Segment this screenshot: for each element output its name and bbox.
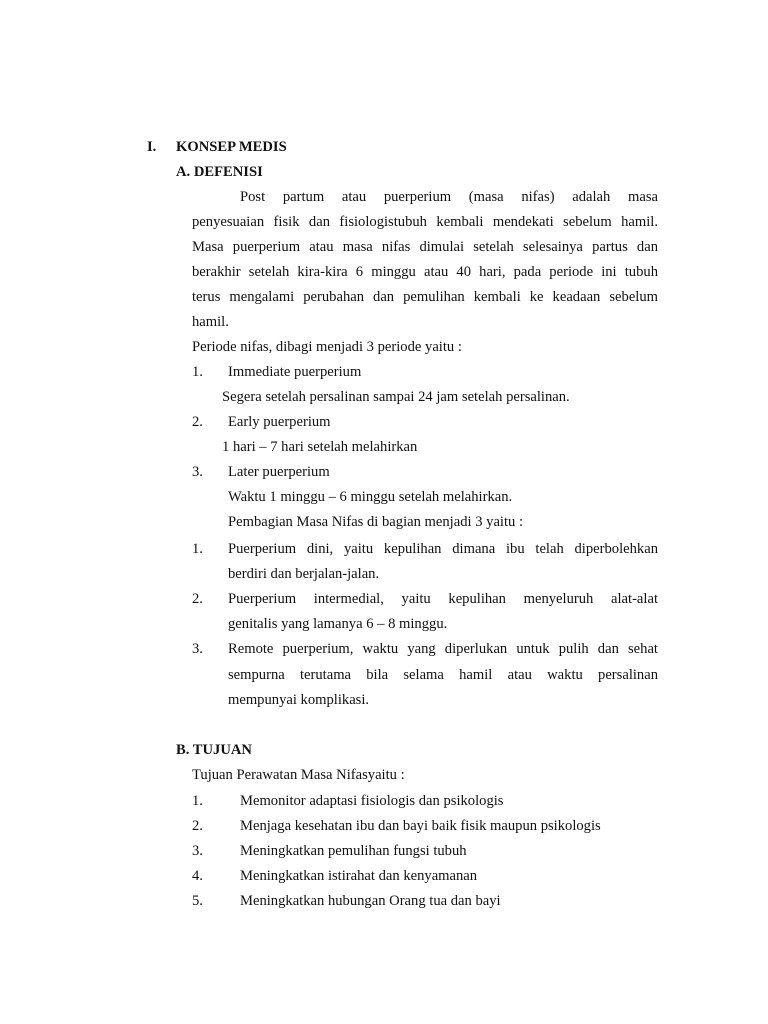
pembagian-line: sempurna terutama bila selama hamil atau waktu persalinan (228, 667, 658, 683)
pembagian-number: 3. (192, 641, 203, 657)
pembagian-line: genitalis yang lamanya 6 – 8 minggu. (228, 616, 448, 632)
para-line: terus mengalami perubahan dan pemulihan kembali ke keadaan sebelum (192, 289, 658, 305)
para-line: penyesuaian fisik dan fisiologistubuh kembali mendekati sebelum hamil. (192, 214, 658, 230)
tujuan-item: Meningkatkan pemulihan fungsi tubuh (240, 843, 467, 859)
para-line: berakhir setelah kira-kira 6 minggu atau 40 hari, pada periode ini tubuh (192, 264, 658, 280)
tujuan-number: 5. (192, 893, 203, 909)
tujuan-item: Memonitor adaptasi fisiologis dan psikologis (240, 793, 504, 809)
subsection-a-heading: A. DEFENISI (176, 164, 263, 180)
tujuan-item: Menjaga kesehatan ibu dan bayi baik fisik maupun psikologis (240, 818, 601, 834)
pembagian-line: Puerperium dini, yaitu kepulihan dimana ibu telah diperbolehkan (228, 541, 658, 557)
period-number: 2. (192, 414, 203, 430)
para-line: hamil. (192, 314, 229, 330)
para-line: Masa puerperium atau masa nifas dimulai setelah selesainya partus dan (192, 239, 658, 255)
pembagian-line: berdiri dan berjalan-jalan. (228, 566, 380, 582)
section-numeral: I. (147, 139, 157, 155)
pembagian-number: 1. (192, 541, 203, 557)
subsection-b-heading: B. TUJUAN (176, 742, 252, 758)
section-title: KONSEP MEDIS (176, 139, 287, 155)
tujuan-number: 3. (192, 843, 203, 859)
period-desc: 1 hari – 7 hari setelah melahirkan (222, 439, 418, 455)
tujuan-number: 4. (192, 868, 203, 884)
period-number: 3. (192, 464, 203, 480)
pembagian-intro: Pembagian Masa Nifas di bagian menjadi 3 yaitu : (228, 514, 524, 530)
pembagian-line: mempunyai komplikasi. (228, 692, 370, 708)
tujuan-item: Meningkatkan hubungan Orang tua dan bayi (240, 893, 501, 909)
pembagian-line: Puerperium intermedial, yaitu kepulihan menyeluruh alat-alat (228, 591, 658, 607)
period-title: Later puerperium (228, 464, 330, 480)
period-title: Early puerperium (228, 414, 331, 430)
period-number: 1. (192, 364, 203, 380)
periode-intro: Periode nifas, dibagi menjadi 3 periode yaitu : (192, 339, 462, 355)
pembagian-number: 2. (192, 591, 203, 607)
period-desc: Segera setelah persalinan sampai 24 jam setelah persalinan. (222, 389, 570, 405)
tujuan-number: 2. (192, 818, 203, 834)
tujuan-item: Meningkatkan istirahat dan kenyamanan (240, 868, 478, 884)
period-desc: Waktu 1 minggu – 6 minggu setelah melahirkan. (228, 489, 513, 505)
tujuan-number: 1. (192, 793, 203, 809)
tujuan-intro: Tujuan Perawatan Masa Nifasyaitu : (192, 767, 405, 783)
pembagian-line: Remote puerperium, waktu yang diperlukan untuk pulih dan sehat (228, 641, 658, 657)
para-line: Post partum atau puerperium (masa nifas) adalah masa (240, 189, 658, 205)
period-title: Immediate puerperium (228, 364, 362, 380)
